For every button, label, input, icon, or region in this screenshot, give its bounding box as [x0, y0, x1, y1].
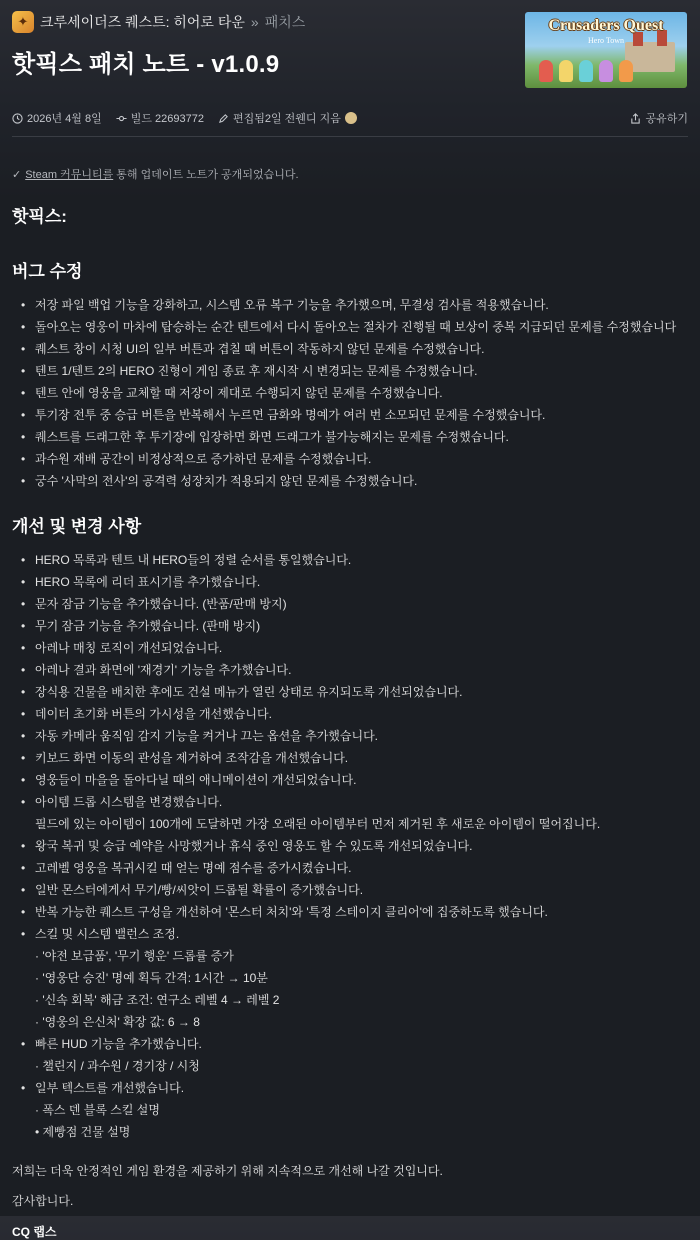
list-item: • 키보드 화면 이동의 관성을 제거하여 조작감을 개선했습니다.: [12, 747, 688, 769]
breadcrumb-separator: »: [250, 14, 259, 30]
share-label: 공유하기: [645, 113, 688, 125]
list-item: • 영웅들이 마을을 돌아다닐 때의 애니메이션이 개선되었습니다.: [12, 769, 688, 791]
sub-item: · 챌린지 / 과수원 / 경기장 / 시청: [35, 1059, 200, 1073]
sub-item: 필드에 있는 아이템이 100개에 도달하면 가장 오래된 아이템부터 먼저 제거된 후 새로운 아이템이 떨어집니다.: [35, 817, 601, 831]
list-item: • 돌아오는 영웅이 마차에 탑승하는 순간 텐트에서 다시 돌아오는 절차가 진행될 때 보상이 중복 지급되던 문제를 수정했습니다: [12, 316, 688, 338]
list-item: • 아이템 드롭 시스템을 변경했습니다.: [12, 791, 688, 813]
list-item: • 아레나 결과 화면에 '재경기' 기능을 추가했습니다.: [12, 659, 688, 681]
author-avatar[interactable]: [345, 112, 357, 124]
sub-item: · '야전 보급품', '무기 행운' 드롭률 증가: [35, 949, 234, 963]
list-item: • 궁수 '사막의 전사'의 공격력 성장치가 적용되지 않던 문제를 수정했습니다.: [12, 470, 688, 492]
list-item: • 빠른 HUD 기능을 추가했습니다.: [12, 1033, 688, 1055]
closing-paragraph: 저희는 더욱 안정적인 게임 환경을 제공하기 위해 지속적으로 개선해 나갈 것입니다.: [12, 1164, 443, 1178]
list-item: • 텐트 1/텐트 2의 HERO 진형이 게임 종료 후 재시작 시 변경되는 문제를 수정했습니다.: [12, 360, 688, 382]
list-item: • 저장 파일 백업 기능을 강화하고, 시스템 오류 복구 기능을 추가했으며, 무결성 검사를 적용했습니다.: [12, 294, 688, 316]
commit-icon: [116, 113, 127, 124]
post-meta: [12, 110, 688, 126]
list-item: • 왕국 복귀 및 승급 예약을 사망했거나 휴식 중인 영웅도 할 수 있도록 개선되었습니다.: [12, 835, 688, 857]
list-item: • HERO 목록에 리더 표시기를 추가했습니다.: [12, 571, 688, 593]
list-item: • 장식용 건물을 배치한 후에도 건설 메뉴가 열린 상태로 유지되도록 개선되었습니다.: [12, 681, 688, 703]
post-build-text: 빌드 22693772: [130, 113, 204, 125]
page-title: 핫픽스 패치 노트 - v1.0.9: [12, 51, 280, 78]
banner-hero: [599, 60, 613, 82]
list-item: • 데이터 초기화 버튼의 가시성을 개선했습니다.: [12, 703, 688, 725]
signature: CQ 랩스: [12, 1225, 57, 1239]
list-item: • 고레벨 영웅을 복귀시킬 때 얻는 명예 점수를 증가시켰습니다.: [12, 857, 688, 879]
list-item: • 투기장 전투 중 승급 버튼을 반복해서 누르면 금화와 명예가 여러 번 소모되던 문제를 수정했습니다.: [12, 404, 688, 426]
list-item: • HERO 목록과 텐트 내 HERO들의 정렬 순서를 통일했습니다.: [12, 549, 688, 571]
pencil-icon: [218, 113, 229, 124]
game-name-link[interactable]: 크루세이더즈 퀘스트: 히어로 타운: [40, 14, 245, 30]
hotfix-heading: 핫픽스:: [12, 207, 67, 226]
list-item: • 아레나 매칭 로직이 개선되었습니다.: [12, 637, 688, 659]
share-icon: [630, 113, 641, 124]
steam-community-link[interactable]: Steam 커뮤니티를: [25, 169, 114, 181]
bug-fix-heading: 버그 수정: [12, 262, 83, 281]
banner-hero: [579, 60, 593, 82]
game-icon[interactable]: ✦: [12, 11, 34, 33]
list-item: • 퀘스트를 드래그한 후 투기장에 입장하면 화면 드래그가 불가능해지는 문제를 수정했습니다.: [12, 426, 688, 448]
page-header: [12, 10, 512, 79]
bug-fix-list: [12, 294, 688, 492]
list-item: • 일부 텍스트를 개선했습니다.: [12, 1077, 688, 1099]
list-item: • 텐트 안에 영웅을 교체할 때 저장이 제대로 수행되지 않던 문제를 수정했습니다.: [12, 382, 688, 404]
sub-item: · 폭스 덴 블록 스킬 설명: [35, 1103, 160, 1117]
sub-item: · '영웅단 승진' 명예 획득 간격: 1시간 → 10분: [35, 971, 268, 985]
clock-icon: [12, 113, 23, 124]
post-date: [12, 110, 102, 126]
list-item: • 일반 몬스터에게서 무기/빵/씨앗이 드롭될 확률이 증가했습니다.: [12, 879, 688, 901]
thanks-paragraph: 감사합니다.: [12, 1194, 74, 1208]
banner-hero: [539, 60, 553, 82]
share-button[interactable]: [630, 110, 688, 126]
post-edited: [218, 110, 357, 126]
banner-logo-text: Crusaders Quest: [548, 17, 664, 34]
steam-notice: [12, 166, 688, 182]
checkmark-icon: ✓: [12, 168, 22, 181]
post-edited-text: 편집됨2일 전웬디 지음: [232, 113, 341, 125]
banner-hero: [619, 60, 633, 82]
notice-text: 통해 업데이트 노트가 공개되었습니다.: [113, 169, 299, 181]
sub-item: · '신속 회복' 해금 조건: 연구소 레벨 4 → 레벨 2: [35, 993, 280, 1007]
banner-logo-subtitle: Hero Town: [588, 36, 624, 45]
improvements-list: [12, 549, 688, 1143]
list-item: • 무기 잠금 기능을 추가했습니다. (판매 방지): [12, 615, 688, 637]
banner-hero: [559, 60, 573, 82]
improvements-heading: 개선 및 변경 사항: [12, 517, 142, 536]
post-build: [116, 110, 204, 126]
sub-item: · '영웅의 은신처' 확장 값: 6 → 8: [35, 1015, 200, 1029]
patch-notes-body: [12, 166, 688, 1240]
game-banner-image: [525, 12, 687, 88]
list-item: • 스킬 및 시스템 밸런스 조정.: [12, 923, 688, 945]
list-item: • 자동 카메라 움직임 감지 기능을 켜거나 끄는 옵션을 추가했습니다.: [12, 725, 688, 747]
list-item: • 반복 가능한 퀘스트 구성을 개선하여 '몬스터 처치'와 '특정 스테이지 클리어'에 집중하도록 했습니다.: [12, 901, 688, 923]
list-item: • 과수원 재배 공간이 비정상적으로 증가하던 문제를 수정했습니다.: [12, 448, 688, 470]
list-item: • 퀘스트 창이 시청 UI의 일부 버튼과 겹칠 때 버튼이 작동하지 않던 문제를 수정했습니다.: [12, 338, 688, 360]
breadcrumb: [12, 10, 512, 34]
meta-divider: [12, 136, 688, 137]
post-date-text: 2026년 4월 8일: [27, 113, 102, 125]
breadcrumb-patches-link[interactable]: 패치스: [264, 14, 306, 30]
list-item: • 문자 잠금 기능을 추가했습니다. (반품/판매 방지): [12, 593, 688, 615]
sub-item: • 제빵점 건물 설명: [35, 1125, 131, 1139]
